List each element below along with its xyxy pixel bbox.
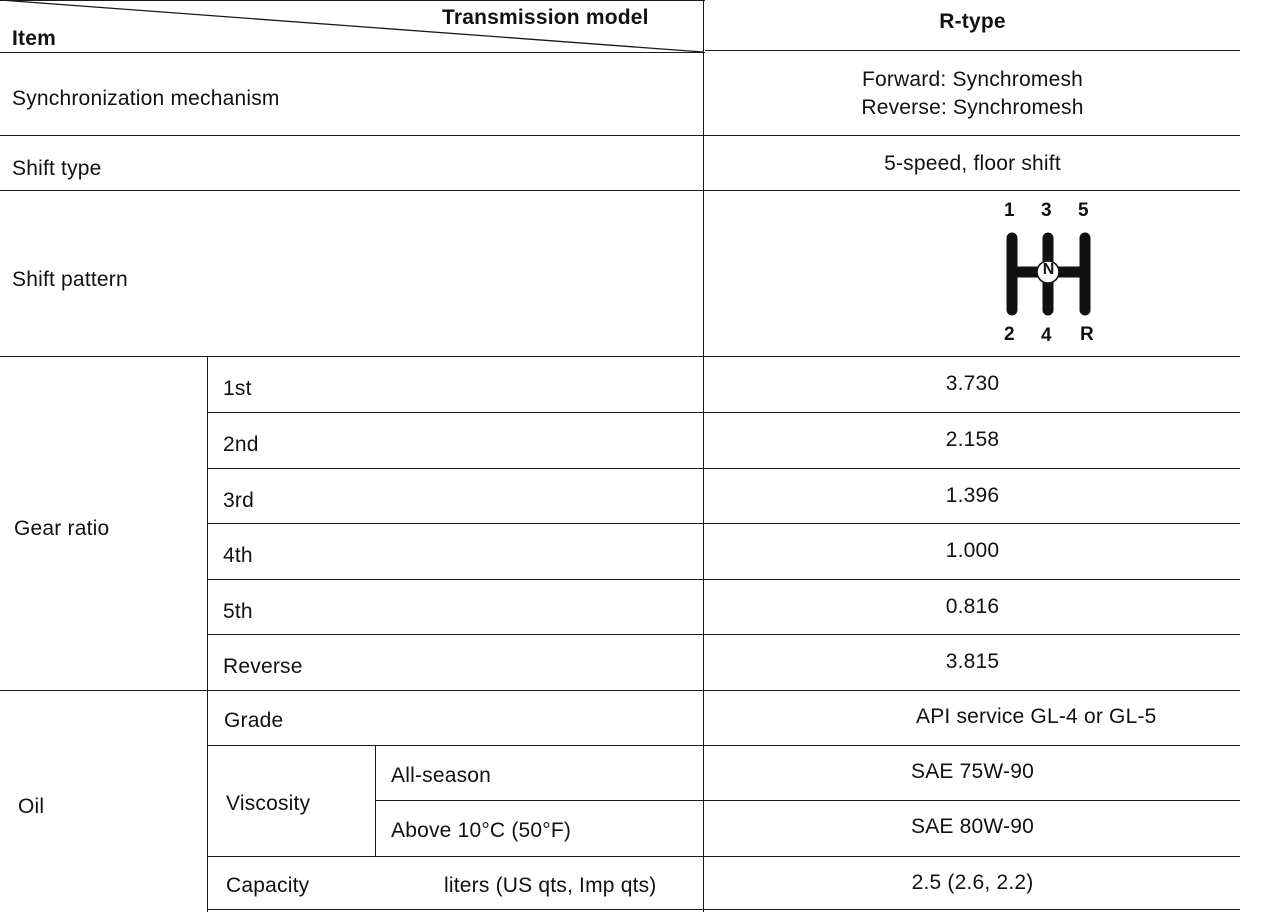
- oil-above-label: Above 10°C (50°F): [391, 819, 572, 842]
- row-divider: [0, 356, 1240, 357]
- oil-label: Oil: [18, 795, 45, 818]
- oil-capacity-unit: liters (US qts, Imp qts): [444, 874, 657, 897]
- oil-capacity-value: 2.5 (2.6, 2.2): [911, 871, 1034, 894]
- gear-1st-label: 1st: [223, 377, 252, 400]
- shift-pattern-diagram: [995, 198, 1105, 350]
- row-divider: [207, 909, 1240, 910]
- gear-r-label: R: [1080, 324, 1094, 345]
- synchronization-reverse: Reverse: Synchromesh: [861, 96, 1084, 119]
- neutral-label: N: [1042, 261, 1055, 278]
- gear-3-label: 3: [1041, 200, 1052, 221]
- gear-3rd-label: 3rd: [223, 489, 254, 512]
- gear-1st-value: 3.730: [945, 372, 1000, 395]
- oil-all-season-value: SAE 75W-90: [910, 760, 1034, 783]
- gear-ratio-label: Gear ratio: [14, 517, 110, 540]
- row-divider: [0, 135, 1240, 136]
- gear-4th-value: 1.000: [945, 539, 1000, 562]
- column-divider: [207, 356, 208, 912]
- shift-pattern-label: Shift pattern: [12, 268, 128, 291]
- oil-grade-label: Grade: [224, 709, 284, 732]
- gear-reverse-label: Reverse: [223, 655, 303, 678]
- gear-2nd-label: 2nd: [223, 433, 259, 456]
- gear-5-label: 5: [1078, 200, 1089, 221]
- shift-type-label: Shift type: [12, 157, 102, 180]
- header-transmission-model: Transmission model: [442, 6, 649, 29]
- row-divider: [705, 50, 1240, 51]
- gear-5th-label: 5th: [223, 600, 253, 623]
- gear-4th-label: 4th: [223, 544, 253, 567]
- shift-type-value: 5-speed, floor shift: [884, 152, 1061, 175]
- row-divider: [0, 190, 1240, 191]
- column-divider: [703, 0, 704, 912]
- row-divider: [207, 579, 1240, 580]
- gear-2nd-value: 2.158: [945, 428, 1000, 451]
- oil-capacity-label: Capacity: [226, 874, 310, 897]
- row-divider: [207, 412, 1240, 413]
- row-divider: [207, 523, 1240, 524]
- header-item: Item: [12, 27, 56, 50]
- synchronization-forward: Forward: Synchromesh: [861, 68, 1084, 91]
- gear-reverse-value: 3.815: [945, 650, 1000, 673]
- gear-5th-value: 0.816: [945, 595, 1000, 618]
- gear-2-label: 2: [1004, 324, 1015, 345]
- synchronization-label: Synchronization mechanism: [12, 87, 280, 110]
- row-divider: [0, 690, 1240, 691]
- gear-1-label: 1: [1004, 200, 1015, 221]
- oil-all-season-label: All-season: [391, 764, 492, 787]
- oil-above-value: SAE 80W-90: [910, 815, 1034, 838]
- column-divider: [375, 745, 376, 856]
- oil-grade-value: API service GL-4 or GL-5: [916, 705, 1157, 728]
- header-r-type: R-type: [939, 10, 1006, 33]
- row-divider: [207, 745, 1240, 746]
- row-divider: [375, 800, 1240, 801]
- gear-3rd-value: 1.396: [945, 484, 1000, 507]
- oil-viscosity-label: Viscosity: [226, 792, 311, 815]
- gear-4-label: 4: [1041, 325, 1052, 346]
- row-divider: [207, 634, 1240, 635]
- row-divider: [207, 856, 1240, 857]
- row-divider: [207, 468, 1240, 469]
